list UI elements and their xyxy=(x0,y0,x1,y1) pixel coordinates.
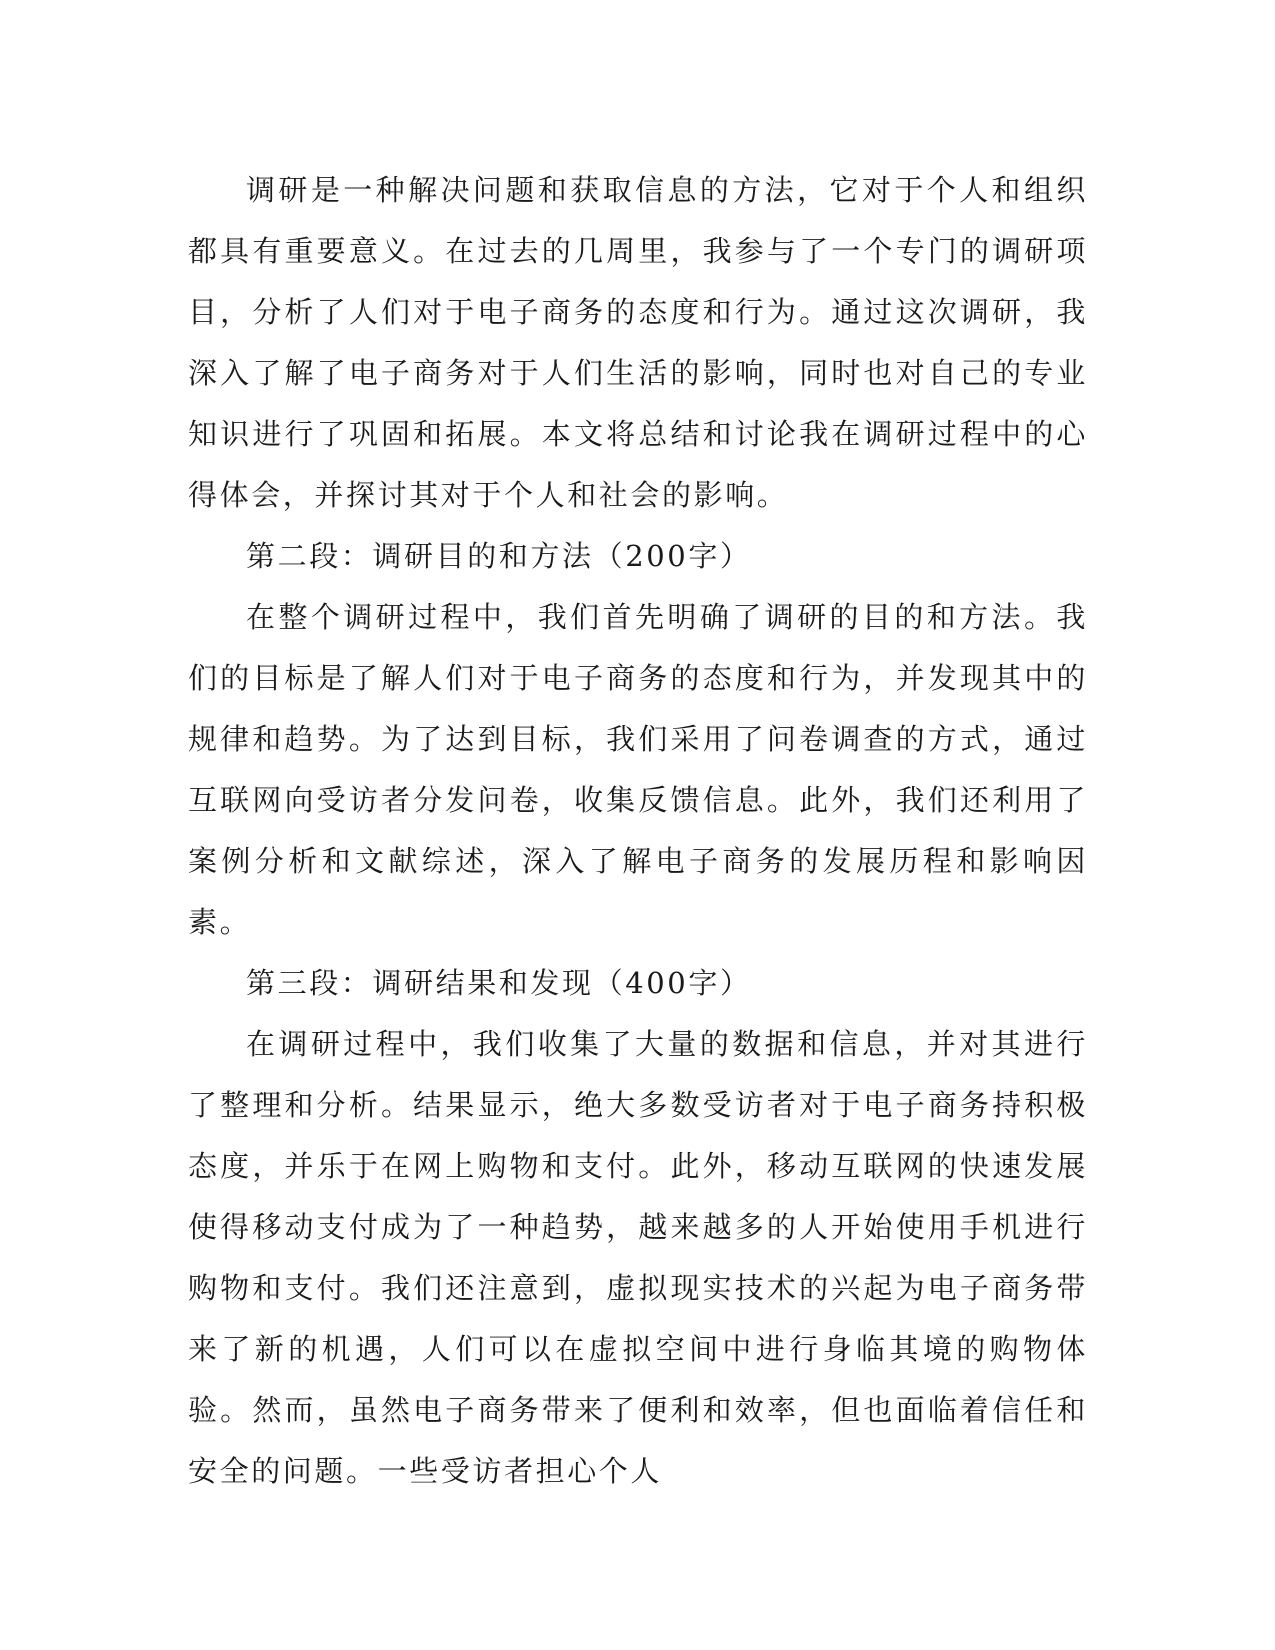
section-3-paragraph: 在调研过程中，我们收集了大量的数据和信息，并对其进行了整理和分析。结果显示，绝大多数受访者对于电子商务持积极态度，并乐于在网上购物和支付。此外，移动互联网的快速发展使得移动支付成为了一种趋势，越来越多的人开始使用手机进行购物和支付。我们还注意到，虚拟现实技术的兴起为电子商务带来了新的机遇，人们可以在虚拟空间中进行身临其境的购物体验。然而，虽然电子商务带来了便利和效率，但也面临着信任和安全的问题。一些受访者担心个人 xyxy=(188,1027,1088,1488)
section-3-heading: 第三段：调研结果和发现（400字） xyxy=(246,966,752,1000)
intro-paragraph: 调研是一种解决问题和获取信息的方法，它对于个人和组织都具有重要意义。在过去的几周里，我参与了一个专门的调研项目，分析了人们对于电子商务的态度和行为。通过这次调研，我深入了解了电子商务对于人们生活的影响，同时也对自己的专业知识进行了巩固和拓展。本文将总结和讨论我在调研过程中的心得体会，并探讨其对于个人和社会的影响。 xyxy=(188,173,1088,512)
document-body xyxy=(188,160,1088,1502)
section-2-paragraph: 在整个调研过程中，我们首先明确了调研的目的和方法。我们的目标是了解人们对于电子商务的态度和行为，并发现其中的规律和趋势。为了达到目标，我们采用了问卷调查的方式，通过互联网向受访者分发问卷，收集反馈信息。此外，我们还利用了案例分析和文献综述，深入了解电子商务的发展历程和影响因素。 xyxy=(188,600,1088,939)
section-2-heading: 第二段：调研目的和方法（200字） xyxy=(246,539,752,573)
